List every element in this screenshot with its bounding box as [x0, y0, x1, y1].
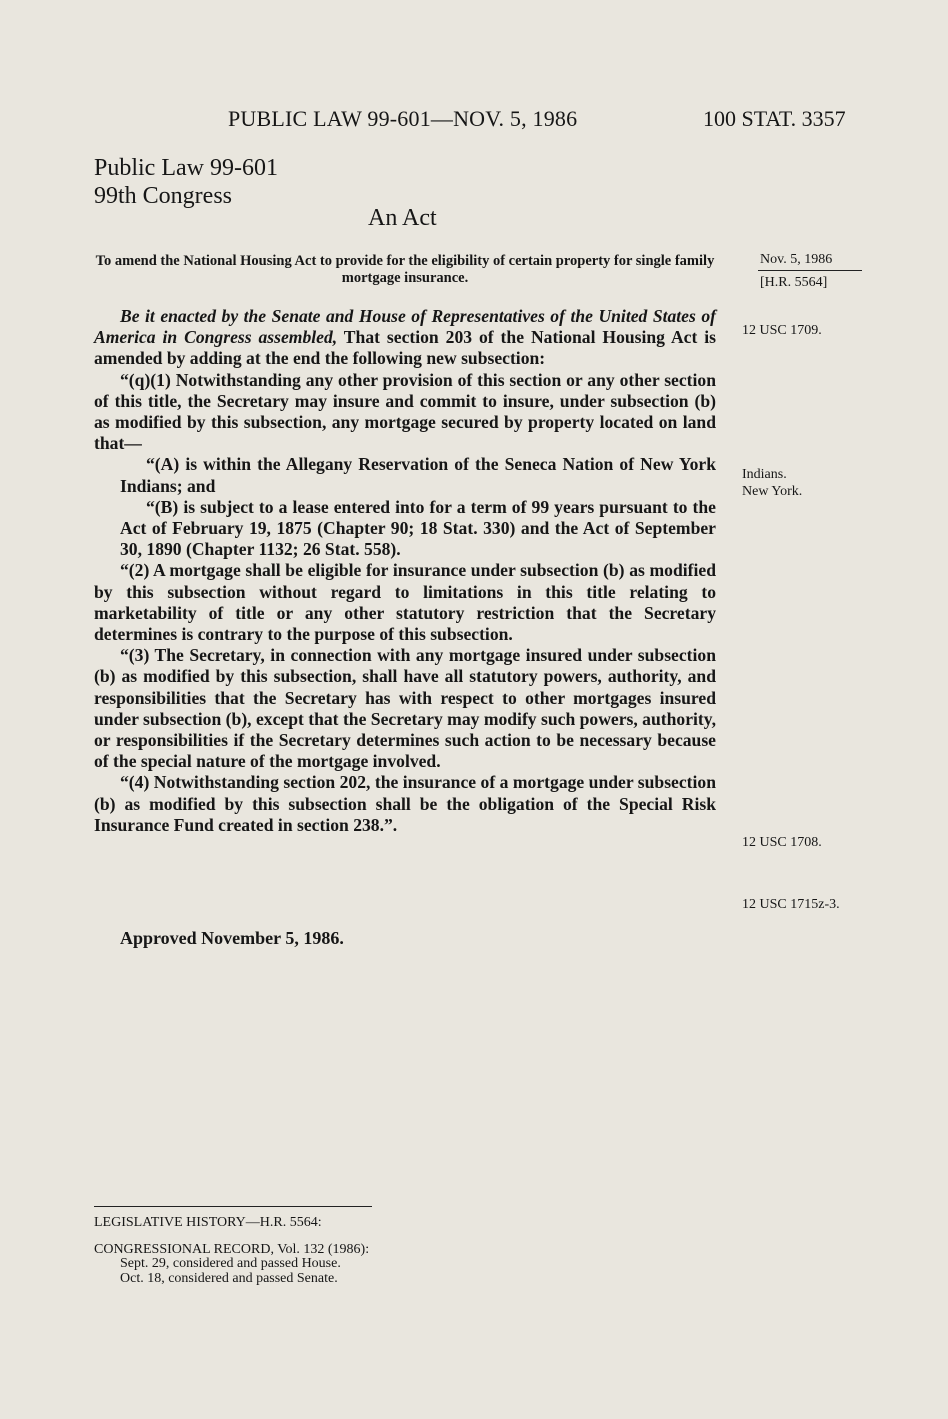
margin-note-indians — [742, 466, 802, 500]
approval-date: Approved November 5, 1986. — [120, 928, 344, 948]
enactment-date: Nov. 5, 1986 — [760, 252, 833, 267]
margin-note-new-york-label: New York. — [742, 484, 803, 499]
running-head: PUBLIC LAW 99-601—NOV. 5, 1986 — [228, 106, 578, 131]
enacting-clause-text: That section 203 of the National Housing Act is amended by adding at the end the following new subsection: — [94, 327, 716, 369]
act-title: An Act — [368, 205, 437, 231]
paragraph-3: “(3) The Secretary, in connection with any mortgage insured under subsection (b) as modified by this subsection, shall have all statutory powers, authority, and responsibilities that the Secretary has with respect to other mortgages insured under subsection (b), except that the Secretary may modify such powers, authority, or responsibilities if the Secretary determines such action to be necessary because of the special nature of the mortgage involved. — [94, 645, 716, 772]
margin-note-usc-1715z3: 12 USC 1715z-3. — [742, 897, 840, 912]
margin-note-indians-label: Indians. — [742, 467, 787, 482]
date-divider — [758, 270, 862, 271]
enacting-formula: Be it enacted by the Senate and House of Representatives of the United States of America in Congress assembled, — [94, 306, 716, 348]
public-law-number: Public Law 99-601 — [94, 155, 278, 181]
enactment-date-note — [760, 251, 862, 291]
paragraph-4: “(4) Notwithstanding section 202, the insurance of a mortgage under subsection (b) as modified by this subsection shall be the obligation of the Special Risk Insurance Fund created in section 238.”. — [94, 772, 716, 835]
law-identifier — [94, 154, 278, 210]
subsection-q1: “(q)(1) Notwithstanding any other provision of this section or any other section of this title, the Secretary may insure and commit to insure, under subsection (b) as modified by this subsection, any mortgage secured by property located on land that— — [94, 369, 716, 454]
history-divider — [94, 1206, 372, 1207]
house-action: Sept. 29, considered and passed House. — [120, 1256, 341, 1271]
act-body — [94, 306, 716, 836]
subparagraph-b: “(B) is subject to a lease entered into for a term of 99 years pursuant to the Act of February 19, 1875 (Chapter 90; 18 Stat. 330) and the Act of September 30, 1890 (Chapter 1132; 26 Stat. 558). — [120, 496, 716, 560]
paragraph-2: “(2) A mortgage shall be eligible for insurance under subsection (b) as modified by this subsection without regard to limitations in this title relating to marketability of title or any other statutory restriction that the Secretary determines is contrary to the purpose of this subsection. — [94, 560, 716, 645]
senate-action: Oct. 18, considered and passed Senate. — [120, 1270, 338, 1286]
congressional-record: CONGRESSIONAL RECORD, Vol. 132 (1986): — [94, 1241, 370, 1257]
legislative-history-heading: LEGISLATIVE HISTORY—H.R. 5564: — [94, 1215, 322, 1230]
congress-number: 99th Congress — [94, 183, 232, 209]
subparagraph-a: “(A) is within the Allegany Reservation of the Seneca Nation of New York Indians; and — [120, 454, 716, 496]
stat-page-number: 100 STAT. 3357 — [703, 106, 846, 131]
long-title: To amend the National Housing Act to provide for the eligibility of certain property for single family mortgage insurance. — [95, 253, 715, 286]
bill-number: [H.R. 5564] — [760, 275, 828, 290]
legislative-history — [94, 1216, 369, 1286]
margin-note-usc-1709: 12 USC 1709. — [742, 323, 822, 338]
enacting-clause — [94, 306, 716, 370]
margin-note-usc-1708: 12 USC 1708. — [742, 835, 822, 850]
